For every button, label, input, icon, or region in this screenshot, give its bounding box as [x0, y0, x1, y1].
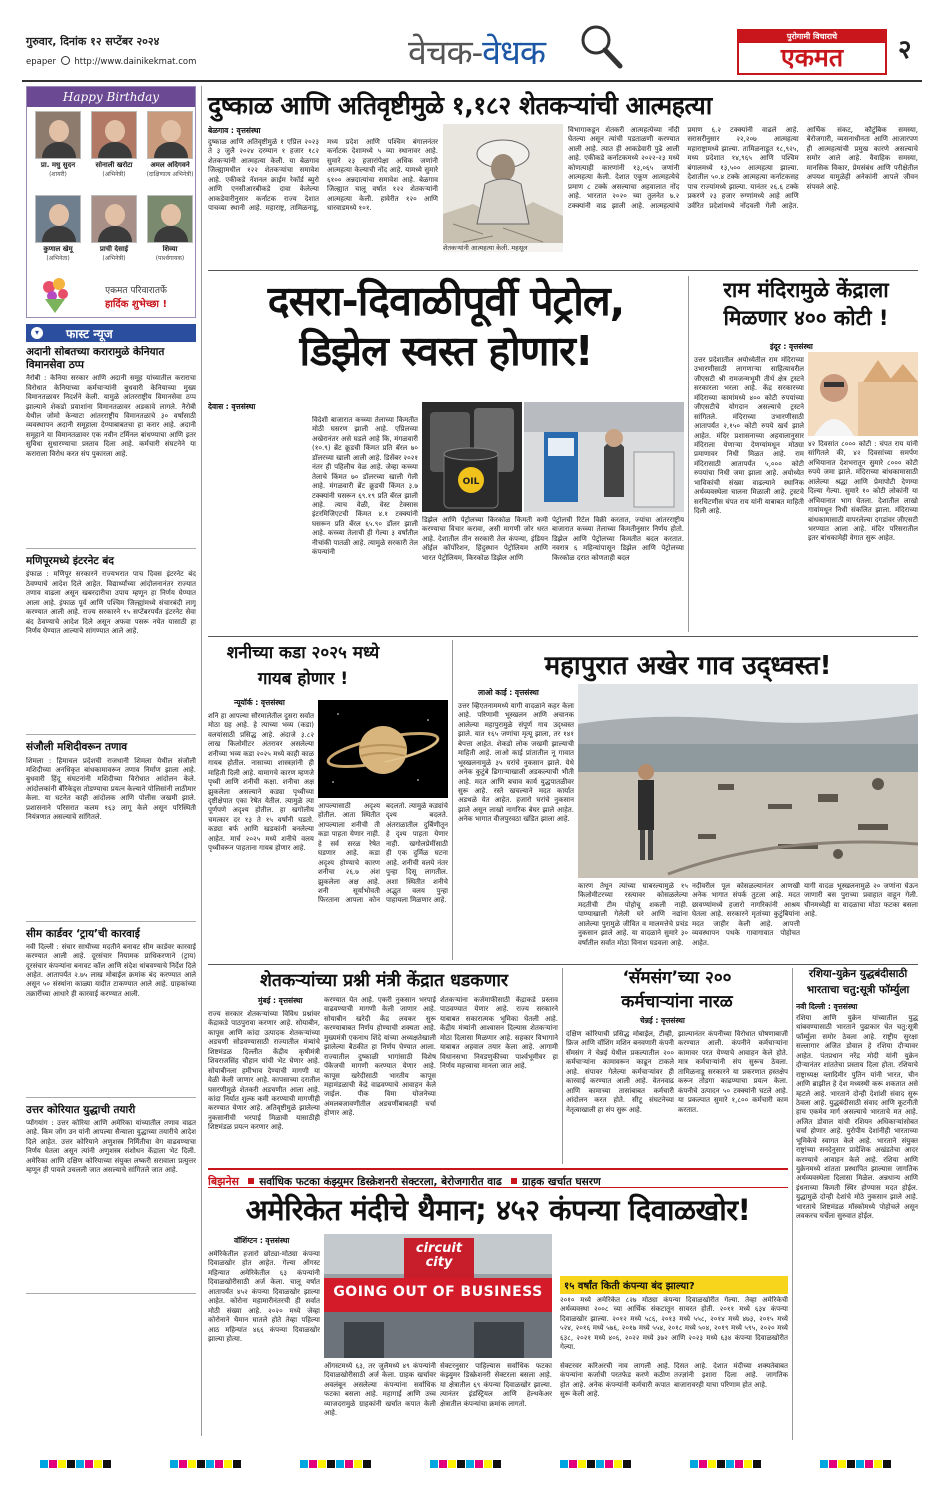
birthday-role: (शायरी): [49, 171, 67, 178]
print-swatch: [605, 1460, 613, 1468]
print-swatch: [466, 1460, 474, 1468]
ram-dateline: इंदूर : वृत्तसंस्था: [770, 342, 813, 351]
saturn-photo: [318, 700, 448, 798]
fast-news-body: शिमला : हिमाचल प्रदेशची राजधानी शिमला येथील संजौली मशिदीच्या अनधिकृत बांधकामावरून तणाव निर्माण झाला आहे. बुधवारी हिंदू संघटनांनी मशिदीच्या विरोधात आंदोलन केले. आंदोलकांनी बॅरिकेड्स तोडण्याचा प्रयत्न केल्याने पोलिसांनी लाठीमार केला. या घटनेत काही आंदोलक आणि पोलीस जखमी झाले. प्रशासनाने परिसरात कलम १६३ लागू केले असून परिस्थिती नियंत्रणात असल्याचे सांगितले.: [26, 756, 196, 822]
russia-headline: [796, 966, 920, 998]
petrol-col-c-text: पेट्रोलची रिटेल विक्री करतात, ज्यांचा आंतरराष्ट्रीय बाजारात कच्च्या तेलाच्या किमतीनुसार निर्णय होतो. डिझेल आणि पेट्रोलच्या किमतीत बदल करतात. नवरात्र ६ महिन्यांपासून डिझेल आणि पेट्रोलच्या किरकोळ दरात कोणताही बदल: [552, 516, 684, 562]
minister-headline: शेतकऱ्यांच्या प्रश्नी मंत्री केंद्रात धडकणार: [259, 971, 509, 991]
fast-news-header: [26, 324, 196, 342]
ticker-separator-icon: [248, 1178, 254, 1184]
russia-text: रशिया आणि युक्रेन यांच्यातील युद्ध थांबवण्यासाठी भारताने पुढाकार घेत चतु:सूत्री फॉर्म्युला समोर ठेवला आहे. राष्ट्रीय सुरक्षा सल्लागार अजित डोवाल हे रशिया दौऱ्यावर आहेत. पंतप्रधान नरेंद्र मोदी यांनी युक्रेन दौऱ्यानंतर शांततेचा प्रस्ताव दिला होता. रशियाचे राष्ट्राध्यक्ष व्लादिमीर पुतिन यांनी भारत, चीन आणि ब्राझील हे देश मध्यस्थी करू शकतात असे म्हटले आहे. भारताने दोन्ही देशांशी संवाद सुरू ठेवला आहे. युद्धबंदीसाठी संवाद आणि कूटनीती हाच एकमेव मार्ग असल्याचे भारताचे मत आहे. अजित डोवाल यांची रशियन अधिकाऱ्यांसोबत चर्चा होणार आहे. युरोपीय देशांनीही भारताच्या भूमिकेचे स्वागत केले आहे. भारताने संयुक्त राष्ट्रांच्या सनदेनुसार प्रादेशिक अखंडतेचा आदर करण्याचे आवाहन केले आहे. रशिया आणि युक्रेनमध्ये शांतता प्रस्थापित झाल्यास जागतिक अर्थव्यवस्थेला दिलासा मिळेल. अन्नधान्य आणि इंधनाच्या किमती स्थिर होण्यास मदत होईल. युद्धामुळे दोन्ही देशांचे मोठे नुकसान झाले आहे. भारताचे शिष्टमंडळ मॉस्कोमध्ये पोहोचले असून लवकरच चर्चेला सुरुवात होईल.: [796, 1014, 918, 1221]
print-swatch: [170, 1460, 178, 1468]
fast-news-headline: अदानी सोबतच्या करारामुळे केनियात विमानसेवा ठप्प: [26, 346, 165, 372]
business-ticker: [208, 1168, 788, 1188]
saturn-headline: [208, 640, 398, 692]
saturn-left-body: [208, 712, 314, 960]
print-swatch: [67, 1460, 75, 1468]
birthday-role: (पार्श्वगायक): [155, 255, 185, 262]
print-swatch: [94, 1460, 102, 1468]
birthday-photo: [91, 195, 137, 243]
flood-left-body: [458, 702, 574, 878]
print-swatch: [49, 1460, 57, 1468]
epaper-link[interactable]: [26, 56, 196, 67]
birthday-person: [143, 111, 196, 178]
fast-news-item: [26, 555, 196, 735]
print-swatch: [856, 1460, 864, 1468]
flood-col-c: [692, 882, 800, 960]
suicide-right-text: विभागाकडून शेतकरी आत्महत्येच्या नोंदी घेतल्या असून त्यांची पडताळणी करण्यात आली आहे. त्यात ही आकडेवारी पुढे आली आहे. एकीकडे कर्नाटकमध्ये २०२२-२३ मध्ये कोणत्याही कारणांनी १३,०६५ जणांनी आत्महत्या केली. देशात एकूण आत्महत्येचे प्रमाण ८ टक्के असल्याचा अहवालात नोंद आहे. भारतात २०२० च्या तुलनेत ७.२ टक्क्यांनी वाढ झाली आहे. आत्महत्यांचे प्रमाण ६.२ टक्क्यांनी वाढले आहे. सरासरीनुसार २२,२०७ आत्महत्या महाराष्ट्रामध्ये झाल्या. तामिळनाडूत १८,९२५, मध्य प्रदेशात १४,९६५ आणि पश्चिम बंगालमध्ये १३,५०० आत्महत्या झाल्या. देशातील ५०.४ टक्के आत्महत्या कर्नाटकसह पाच राज्यांमध्ये झाल्या. यानंतर २६.६ टक्के प्रकरणे २३ हजार रुग्णांमध्ये आहे आणि उर्वरित प्रदेशांमध्ये नोंदवली गेली आहेत. आर्थिक संकट, कौटुंबिक समस्या, बेरोजगारी, व्यसनाधीनता आणि आजारपण ही आत्महत्यांची प्रमुख कारणे असल्याचे समोर आले आहे. वैवाहिक समस्या, मानसिक विकार, प्रेमसंबंध आणि परीक्षेतील अपयश यामुळेही अनेकांनी आपले जीवन संपवले आहे.: [568, 126, 918, 210]
minister-col-a: [208, 1010, 320, 1164]
print-swatch: [188, 1460, 196, 1468]
birthday-photo: [147, 195, 193, 243]
suicide-dateline: बेळगाव : वृत्तसंस्था: [208, 126, 261, 135]
business-col-a: [208, 1250, 320, 1436]
fast-news-icon: ▾: [31, 327, 43, 339]
print-swatch: [484, 1460, 492, 1468]
print-swatch: [744, 1460, 752, 1468]
ram-temple-photo: [808, 352, 918, 436]
fast-news-item: [26, 741, 196, 921]
birthday-role: (अभिनेत्री): [102, 171, 126, 178]
ram-left-body: [694, 356, 804, 632]
fast-news-item: [26, 928, 196, 1098]
print-swatch: [430, 1460, 438, 1468]
russia-headline-1: रशिया-युक्रेन युद्धबंदीसाठी: [808, 968, 908, 980]
ram-headline-2: मिळणार ४०० कोटी !: [723, 306, 889, 330]
print-swatch: [623, 1460, 631, 1468]
fast-news-item: [26, 1104, 196, 1294]
birthday-wishes: [79, 283, 193, 310]
suicide-right-body: [568, 126, 918, 266]
globe-icon: [61, 56, 70, 65]
fast-news-headline: उत्तर कोरियात युद्धाची तयारी: [26, 1103, 136, 1116]
print-swatch: [829, 1460, 837, 1468]
business-col-e-text: सेक्टरवर करिअरची नाव लागली आहे. कंपन्यांना कर्जाची परतफेड करणे कठीण होत आहे. अनेक कंपन्यांनी कर्मचारी कपात सुरू केली आहे.: [560, 1362, 670, 1399]
section-title-b: वेधक: [482, 33, 546, 73]
petrol-col-c: [552, 516, 684, 634]
print-swatch: [457, 1460, 465, 1468]
saturn-right-text: आपल्यासाठी अदृश्य होतील. आता स्थितीत आपल्याला शनीची ती कडा पाहता येणार नाही. हे सर्व सरळ रेषेत घडणार आहे. कडा अदृश्य होण्याचे कारण शनीचा २६.७ अंश झुकलेला अक्ष आहे. शनी सूर्याभोवती फिरताना आपला कोन बदलतो. त्यामुळे कड्यांचे दृश्य बदलते. अंतराळातील दुर्बिणीतून हे दृश्य पाहता येणार नाही. खगोलप्रेमींसाठी ही एक दुर्मिळ घटना आहे. शनीची वलये नंतर पुन्हा दिसू लागतील. अशा स्थितीत शनीचे अद्भुत वलय पुन्हा पाहायला मिळणार आहे.: [318, 802, 448, 905]
print-swatch: [699, 1460, 707, 1468]
flood-headline: महापुरात अखेर गाव उद्‌ध्वस्त!: [544, 651, 832, 681]
petrol-headline-1: दसरा-दिवाळीपूर्वी पेट्रोल,: [267, 277, 625, 325]
epaper-label: epaper: [26, 57, 56, 67]
birthday-person: [31, 111, 85, 178]
flood-dateline: लाओ काई : वृत्तसंस्था: [478, 688, 539, 697]
russia-headline-2: भारताचा चतु:सूत्री फॉर्म्युला: [806, 984, 910, 996]
print-swatch: [76, 1460, 84, 1468]
print-swatch: [753, 1460, 761, 1468]
petrol-col-b: [422, 516, 548, 634]
print-swatch: [327, 1460, 335, 1468]
fast-news-title: फास्ट न्यूज: [66, 327, 113, 341]
fast-news-item: [26, 346, 196, 549]
birthday-name: शिव्या: [162, 245, 178, 253]
fast-news-list: [26, 346, 196, 1436]
birthday-person: [31, 195, 85, 262]
print-swatch: [726, 1460, 734, 1468]
ram-right-body: [808, 440, 918, 632]
print-swatch: [820, 1460, 828, 1468]
samsung-headline: [566, 966, 788, 1014]
print-swatch: [318, 1460, 326, 1468]
print-swatch: [690, 1460, 698, 1468]
ram-left-text: उत्तर प्रदेशातील अयोध्येतील राम मंदिराच्या उभारणीसाठी लागणाऱ्या साहित्यावरील जीएसटी श्री रामजन्मभूमी तीर्थ क्षेत्र ट्रस्टने सरकारला भरला आहे. केंद्र सरकारच्या मंदिराच्या कामांमध्ये ४०० कोटी रुपयांच्या जीएसटीचे योगदान असल्याचे ट्रस्टने सांगितले. मंदिराच्या उभारणीसाठी आतापर्यंत २,१५० कोटी रुपये खर्च झाले आहेत. मंदिर प्रशासनाच्या अहवालानुसार मंदिराला येणाऱ्या देणग्यांमधून मोठ्या प्रमाणावर निधी मिळत आहे. राम मंदिरासाठी आतापर्यंत ५,००० कोटी रुपयांचा निधी जमा झाला आहे. अयोध्येत भाविकांची संख्या वाढल्याने स्थानिक अर्थव्यवस्थेला चालना मिळाली आहे. ट्रस्टचे सरचिटणीस चंपत राय यांनी याबाबत माहिती दिली आहे.: [694, 356, 804, 515]
birthday-person: [87, 195, 141, 262]
print-swatch: [439, 1460, 447, 1468]
samsung-col-b-text: झाल्यानंतर कंपनीच्या विरोधात घोषणाबाजी करण्यात आली. कंपनीने कर्मचाऱ्यांना कामावर परत येण्याचे आवाहन केले होते. मात्र कर्मचाऱ्यांनी संप सुरूच ठेवला. तामिळनाडू सरकारने या प्रकरणात हस्तक्षेप करून तोडगा काढण्याचा प्रयत्न केला. कंपनीचे उत्पादन ५० टक्क्यांनी घटले आहे. या प्रकल्पात सुमारे १,८०० कर्मचारी काम करतात.: [678, 1030, 788, 1114]
petrol-right-text-wrap: [552, 404, 553, 405]
birthday-name: प्राची देसाई: [99, 245, 129, 253]
suicide-left-body: [208, 126, 438, 276]
birthday-photo: [35, 111, 81, 159]
flood-col-d-text: यागी वादळ भूस्खलनामुळे २० जणांना घेऊन जाणारी बस पुराच्या प्रवाहात वाहून गेली. चीनमध्येही या वादळाचा मोठा फटका बसला आहे.: [804, 882, 918, 919]
russia-dateline: नवी दिल्ली : वृत्तसंस्था: [796, 1002, 858, 1011]
suicide-left-text: दुष्काळ आणि अतिवृष्टीमुळे १ एप्रिल २०२३ ते ३ जुलै २०२४ दरम्यान १ हजार १८२ शेतकऱ्यांनी आत्महत्या केली. या बेळगाव जिल्ह्यामधील १२२ शेतकऱ्यांचा समावेश आहे. एकीकडे नॅशनल क्राईम रेकॉर्ड ब्युरो आणि एनसीआरबीकडे दावा केलेल्या आकडेवारीनुसार कर्नाटक राज्य देशात पाचव्या स्थानी आहे. महाराष्ट्र, तामिळनाडू, मध्य प्रदेश आणि पश्चिम बंगालनंतर कर्नाटक देशामध्ये ५ व्या स्थानावर आहे. सुमारे २३ हजारांपेक्षा अधिक जणांनी आत्महत्या केल्याची नोंद आहे. यामध्ये सुमारे ६१०० अन्नदात्यांचा समावेश आहे. बेळगाव जिल्ह्यात चालू वर्षात १२२ शेतकऱ्यांनी आत्महत्या केली. हावेरीत १२० आणि धारवाडमध्ये १०१.: [208, 138, 438, 213]
print-swatch: [40, 1460, 48, 1468]
samsung-col-a-text: दक्षिण कोरियाची प्रसिद्ध मोबाईल, टीव्ही, फ्रिज आणि वॉशिंग मशिन बनवणारी कंपनी सॅमसंग ने चेन्नई येथील प्रकल्पातील २०० कर्मचाऱ्यांना कामावरून काढून टाकले आहे. संपावर गेलेल्या कर्मचाऱ्यांवर ही कारवाई करण्यात आली आहे. वेतनवाढ आणि कामाच्या तासांबाबत कर्मचारी आंदोलन करत होते. सीटू संघटनेच्या नेतृत्वाखाली हा संप सुरू आहे.: [566, 1030, 674, 1114]
petrol-col-a-text-wrap: [312, 416, 418, 636]
business-ticker-text: सर्वाधिक फटका कंझ्युमर डिस्क्रेशनरी सेक्टरला, बेरोजगारीत वाढ: [259, 1176, 502, 1188]
flood-col-c-text: नदीवरील पूल कोसळल्यानंतर आणखी अनेक भागात संपर्क तुटला आहे. मदत छावण्यांमध्ये हजारो नागरिकांनी आश्रय घेतला आहे. सरकारने मृतांच्या कुटुंबियांना मदत जाहीर केली आहे. आपत्ती व्यवस्थापन पथके गावागावात पोहोचत आहेत.: [692, 882, 800, 947]
fast-news-body: इंफाळ : मणिपूर सरकारने राज्यभरात पाच दिवस इंटरनेट बंद ठेवण्याचे आदेश दिले आहेत. विद्यार्थ्यांच्या आंदोलनानंतर राज्यात तणाव वाढला असून खबरदारीचा उपाय म्हणून हा निर्णय घेण्यात आला आहे. इंफाळ पूर्व आणि पश्चिम जिल्ह्यांमध्ये संचारबंदी लागू करण्यात आली आहे. राज्य सरकारने १५ सप्टेंबरपर्यंत इंटरनेट सेवा बंद ठेवण्याचे आदेश दिले असून अफवा पसरू नयेत यासाठी हा निर्णय घेण्यात आल्याचे सांगण्यात आले आहे.: [26, 570, 196, 635]
minister-col-b-text: करण्यात येत आहे. एकरी नुकसान भरपाई वाढवण्याची मागणी केली जाणार आहे. सोयाबीन खरेदी केंद्र लवकर सुरू करण्याबाबत निर्णय होण्याची शक्यता आहे. मुख्यमंत्री एकनाथ शिंदे यांच्या अध्यक्षतेखाली झालेल्या बैठकीत हा निर्णय घेण्यात आला. राज्यातील दुष्काळी भागांसाठी विशेष पॅकेजची मागणी करण्यात येणार आहे. कापूस खरेदीसाठी भारतीय कापूस महामंडळाची केंद्रे वाढवण्याचे आवाहन केले जाईल. पीक विमा योजनेच्या अंमलबजावणीतील अडचणींबाबतही चर्चा होणार आहे.: [324, 996, 436, 1118]
magnifier-icon: [578, 22, 624, 70]
flood-left-text: उत्तर व्हिएतनाममध्ये यागी वादळाने कहर केला आहे. परिणामी भूस्खलन आणि अचानक आलेल्या महापुरामुळे संपूर्ण गाव उद्ध्वस्त झाले. यात १६५ जणांचा मृत्यू झाला, तर १४१ बेपत्ता आहेत. शेकडो लोक जखमी झाल्याची माहिती आहे. लाओ काई प्रांतातील नू गावात भूस्खलनामुळे ३५ घरांचे नुकसान झाले. येथे अनेक कुटुंबे ढिगाऱ्याखाली अडकल्याची भीती आहे. मदत आणि बचाव कार्य युद्धपातळीवर सुरू आहे. रस्ते खचल्याने मदत कार्यात अडथळे येत आहेत. हजारो घरांचे नुकसान झाले असून लाखो नागरिक बेघर झाले आहेत. अनेक भागात वीजपुरवठा खंडित झाला आहे.: [458, 702, 574, 824]
business-col-b: [324, 1362, 436, 1436]
petrol-headline-2: डिझेल स्वस्त होणार!: [299, 327, 593, 375]
samsung-dateline: चेन्नई : वृत्तसंस्था: [640, 1016, 685, 1025]
saturn-headline-2: गायब होणार !: [257, 669, 349, 689]
print-swatch: [569, 1460, 577, 1468]
print-swatch: [85, 1460, 93, 1468]
print-swatch: [614, 1460, 622, 1468]
flood-photo: [578, 684, 918, 878]
business-ticker-tail: ग्राहक खर्चात घसरण: [521, 1176, 601, 1188]
business-dateline: वॉशिंग्टन : वृत्तसंस्था: [234, 1236, 290, 1245]
print-swatch: [224, 1460, 232, 1468]
business-ticker-label: बिझनेस: [208, 1173, 243, 1188]
store-sign: circuit city: [415, 1241, 463, 1270]
russia-body: [796, 1002, 918, 1436]
business-col-f-text: दिसत आहे. देशात मंदीच्या शक्यतेबाबत तज्ज्ञांनी इशारा दिला आहे. जागतिक बाजारावरही याचा परिणाम होत आहे.: [674, 1362, 788, 1389]
ticker-separator-icon-2: [511, 1178, 517, 1184]
petrol-col-a-text: विदेशी बाजारात कच्च्या तेलाच्या किमतीत मोठी घसरण झाली आहे. एप्रिलच्या अखेरानंतर असे घडले आहे कि, मंगळवारी (१०.९) ब्रेंट क्रूडची किंमत प्रति बॅरल ७० डॉलरच्या खाली आली आहे. डिसेंबर २०२१ नंतर ही पहिलीच वेळ आहे. जेव्हा कच्च्या तेलाचे किंमत ७० डॉलरच्या खाली गेली आहे. मंगळवारी ब्रेंट क्रूडची किंमत ३.७ टक्क्यांनी घसरून ६९.१९ प्रति बॅरल झाली आहे. त्याच वेळी, वेस्ट टेक्सास इंटरमिजिएटची किंमत ४.१ टक्क्यांनी घसरून प्रति बॅरल ६५.९० डॉलर झाली आहे. कच्च्या तेलाची ही गेल्या ३ वर्षांतील नीचांकी पातळी आहे. त्यामुळे सरकारी तेल कंपन्यांनी: [312, 416, 418, 557]
birthday-name: प्रा. मधु सुदन: [40, 161, 76, 169]
print-swatch: [215, 1460, 223, 1468]
petrol-col-a: [208, 402, 314, 582]
wish-line-2: हार्दिक शुभेच्छा !: [104, 299, 168, 310]
petrol-headline: [208, 276, 684, 376]
minister-col-c: [440, 996, 558, 1164]
ram-right-text: ४२ दिवसांत ८००० कोटी : चंपत राय यांनी सांगितले की, ४२ दिवसांच्या समर्पण अभियानात देशभरातून सुमारे ८००० कोटी रुपये जमा झाले. मंदिराच्या बांधकामासाठी आलेल्या श्रद्धा आणि प्रेमापोटी देणग्या दिल्या गेल्या. सुमारे १० कोटी लोकांनी या अभियानात भाग घेतला. देशातील लाखो गावांमधून निधी संकलित झाला. मंदिराच्या बांधकामासाठी वापरलेल्या दगडांवर जीएसटी भरण्यात आला आहे. मंदिर परिसरातील इतर बांधकामेही वेगात सुरू आहेत.: [808, 440, 918, 543]
print-swatch: [354, 1460, 362, 1468]
print-swatch: [735, 1460, 743, 1468]
section-title: [408, 28, 545, 74]
years-text: २०१० मध्ये अमेरिकेत ८२७ मोठ्या कंपन्या दिवाळखोरीत गेल्या. तेव्हा अमेरिकेची अर्थव्यवस्था २००८ च्या आर्थिक संकटातून सावरत होती. २०११ मध्ये ६३४ कंपन्या दिवाळखोर झाल्या. २०१२ मध्ये ५८६, २०१३ मध्ये ५५८, २०१४ मध्ये ४७३, २०१५ मध्ये ५२४, २०१६ मध्ये ५७६, २०१७ मध्ये ५५४, २०१८ मध्ये ५०४, २०१९ मध्ये ५९५, २०२० मध्ये ६३८, २०२१ मध्ये ४०६, २०२२ मध्ये ३७२ आणि २०२३ मध्ये ६३४ कंपन्या दिवाळखोरीत गेल्या.: [560, 1296, 788, 1352]
bouquet-icon: [35, 275, 75, 315]
samsung-headline-2: कर्मचाऱ्यांना नारळ: [621, 992, 733, 1012]
minister-col-b: [324, 996, 436, 1164]
print-swatch: [587, 1460, 595, 1468]
print-swatch: [493, 1460, 501, 1468]
print-swatch: [179, 1460, 187, 1468]
flood-col-d: [804, 882, 918, 960]
samsung-headline-1: ‘सॅमसंग’च्या २००: [622, 968, 732, 988]
print-swatch: [58, 1460, 66, 1468]
samsung-col-b: [678, 1030, 788, 1164]
years-title: १५ वर्षांत किती कंपन्या बंद झाल्या?: [560, 1276, 788, 1294]
print-swatch: [475, 1460, 483, 1468]
fast-news-body: नैरोबी : केनिया सरकार आणि अदानी समूह यांच्यातील कराराचा विरोधात केनियाच्या कर्मचाऱ्यांनी बुधवारी केनियाच्या मुख्य विमानतळावर निदर्शने केली. यामुळे आंतरराष्ट्रीय विमानसेवा ठप्प झाल्याने शेकडो प्रवाशांना विमानतळावर अडकावे लागले. नैरोबी येथील जोमो केन्याटा आंतरराष्ट्रीय विमानतळाचे ३० वर्षांसाठी व्यवस्थापन अदानी समूहाला देण्याबाबतचा हा करार आहे. अदानी समूहाने या विमानतळावर एक नवीन टर्मिनल बांधण्याचा आणि इतर सुविधा सुधारण्याचा प्रस्ताव दिला आहे. कर्मचारी संघटनेने या कराराला विरोध करत संप पुकारला आहे.: [26, 374, 196, 458]
print-swatch: [233, 1460, 241, 1468]
print-swatch: [448, 1460, 456, 1468]
birthday-photo: [147, 111, 193, 159]
business-col-b-text: ऑगस्टमध्ये ६३, तर जुलैमध्ये ४९ कंपन्यांनी दिवाळखोरीसाठी अर्ज केला. ग्राहक खर्चावर अवलंबून असलेल्या कंपन्यांना सर्वाधिक फटका बसला आहे. महागाई आणि उच्च व्याजदरामुळे ग्राहकांनी खर्चात कपात केली आहे.: [324, 1362, 436, 1418]
print-swatch: [206, 1460, 214, 1468]
print-swatch: [717, 1460, 725, 1468]
business-col-c: [440, 1362, 552, 1436]
saturn-right-body: [318, 802, 448, 960]
saturn-headline-1: शनीच्या कडा २०२५ मध्ये: [226, 643, 380, 663]
birthday-title: Happy Birthday: [27, 87, 195, 107]
print-swatch: [197, 1460, 205, 1468]
birthday-role: (दाक्षिणात्य अभिनेत्री): [146, 171, 194, 178]
birthday-role: (अभिनेत्री): [102, 255, 126, 262]
page-number: २: [898, 35, 912, 65]
saturn-dateline: न्यूयॉर्क : वृत्तसंस्था: [234, 698, 285, 707]
masthead: [0, 0, 945, 80]
print-swatch: [309, 1460, 317, 1468]
petrol-col-b-text: डिझेल आणि पेट्रोलच्या किरकोळ किमती कमी करण्याचा विचार करावा, असी मागणी जोर धरत आहे. देशातील तीन सरकारी तेल कंपन्या, इंडियन ऑईल कॉर्पोरेशन, हिंदुस्थान पेट्रोलियम आणि भारत पेट्रोलियम, किरकोळ डिझेल आणि: [422, 516, 548, 562]
store-banner: GOING OUT OF BUSINESS: [333, 1284, 543, 1300]
print-swatch: [596, 1460, 604, 1468]
samsung-col-a: [566, 1030, 674, 1164]
print-swatch: [883, 1460, 891, 1468]
birthday-name: अमल अदिगवने: [150, 161, 190, 169]
wish-line-1: एकमत परिवारातर्फे: [105, 286, 167, 296]
date-line: गुरुवार, दिनांक १२ सप्टेंबर २०२४: [26, 35, 160, 48]
print-swatch: [838, 1460, 846, 1468]
ram-headline: [694, 276, 918, 332]
fast-news-headline: मणिपूरमध्ये इंटरनेट बंद: [26, 555, 114, 568]
svg-text:OIL: OIL: [462, 477, 480, 487]
brand-box: [737, 29, 887, 75]
site-url: http://www.dainikekmat.com: [74, 57, 197, 67]
print-swatch: [103, 1460, 111, 1468]
business-headline: अमेरिकेत मंदीचे थैमान; ४५२ कंपन्या दिवाळखोर!: [245, 1193, 751, 1227]
print-swatch: [847, 1460, 855, 1468]
petrol-col-d: [552, 404, 684, 512]
print-swatch: [336, 1460, 344, 1468]
farmer-photo: [443, 124, 563, 252]
farmer-photo-caption: शेतकऱ्यांनी आत्महत्या केली. महसूल: [443, 243, 563, 252]
brand-name: एकमत: [780, 43, 844, 72]
print-color-bar: [0, 1450, 945, 1490]
years-box: [560, 1276, 788, 1358]
print-swatch: [363, 1460, 371, 1468]
circuit-city-photo: [324, 1234, 552, 1358]
flood-col-b-text: कारण तेथून त्यांच्या घाबरल्यामुळे १५ किलोमीटरच्या रस्त्यावर कोसळलेल्या मदतीची टीम पोहोचू शकली नाही. पाण्याखाली गेलेली घरे आणि नद्यांना आलेल्या पुरामुळे जीवित व मालमत्तेचे प्रचंड नुकसान झाले आहे. या वादळाने सुमारे ३० वर्षांतील सर्वात मोठा विनाश घडवला आहे.: [578, 882, 688, 947]
print-swatch: [578, 1460, 586, 1468]
print-swatch: [560, 1460, 568, 1468]
petrol-dateline: देवास : वृत्तसंस्था: [208, 402, 256, 411]
fast-news-headline: सीम कार्डवर ‘ट्राय’ची कारवाई: [26, 927, 140, 940]
print-swatch: [874, 1460, 882, 1468]
birthday-person: [87, 111, 141, 178]
minister-col-a-text: राज्य सरकार शेतकऱ्यांच्या विविध प्रश्नांवर केंद्राकडे पाठपुरावा करणार आहे. सोयाबीन, कापूस आणि कांदा उत्पादक शेतकऱ्यांच्या अडचणी सोडवण्यासाठी राज्यातील मंत्र्यांचे शिष्टमंडळ दिल्लीत केंद्रीय कृषीमंत्री शिवराजसिंह चौहान यांची भेट घेणार आहे. सोयाबीनला हमीभाव देण्याची मागणी या वेळी केली जाणार आहे. कापसाच्या दरातील घसरणीमुळे शेतकरी अडचणीत आला आहे. कांदा निर्यात शुल्क कमी करण्याची मागणीही करण्यात येणार आहे. अतिवृष्टीमुळे झालेल्या नुकसानीची भरपाई मिळावी यासाठीही शिष्टमंडळ प्रयत्न करणार आहे.: [208, 1010, 320, 1132]
section-title-a: वेचक-: [408, 33, 483, 73]
business-col-c-text: सेक्टरनुसार पाहिल्यास सर्वाधिक फटका कंझ्युमर डिस्क्रेशनरी सेक्टरला बसला आहे. या क्षेत्रातील ६९ कंपन्या दिवाळखोर झाल्या. त्यानंतर इंडस्ट्रियल आणि हेल्थकेअर क्षेत्रातील कंपन्यांचा क्रमांक लागतो.: [440, 1362, 552, 1408]
birthday-box: [26, 86, 196, 318]
fast-news-body: प्योंगयांग : उत्तर कोरिया आणि अमेरिका यांच्यातील तणाव वाढत आहे. किम जोंग उन यांनी आपल्या सैन्याला युद्धाच्या तयारीचे आदेश दिले आहेत. उत्तर कोरियाने अणुशस्त्र निर्मितीचा वेग वाढवण्याचा निर्णय घेतला असून त्यांनी अणुशस्त्र संशोधन केंद्राला भेट दिली. अमेरिका आणि दक्षिण कोरियाच्या संयुक्त लष्करी सरावाला प्रत्युत्तर म्हणून ही पावले उचलली जात असल्याचे सांगितले जात आहे.: [26, 1118, 196, 1174]
birthday-person: [143, 195, 196, 262]
birthday-photo: [91, 111, 137, 159]
fast-news-body: नवी दिल्ली : संचार साथीच्या मदतीने बनावट सीम कार्डवर कारवाई करण्यात आली आहे. दूरसंचार नियामक प्राधिकरणाने (ट्राय) दूरसंचार कंपन्यांना बनावट कॉल आणि संदेश थांबवण्याचे निर्देश दिले आहेत. आतापर्यंत २.७५ लाख मोबाईल क्रमांक बंद करण्यात आले असून ५० संस्थांना काळ्या यादीत टाकण्यात आले आहे. ग्राहकांच्या तक्रारींच्या आधारे ही कारवाई करण्यात आली.: [26, 942, 196, 998]
print-swatch: [345, 1460, 353, 1468]
flood-col-b: [578, 882, 688, 960]
suicide-headline: दुष्काळ आणि अतिवृष्टीमुळे १,१८२ शेतकऱ्यांची आत्महत्या: [208, 91, 712, 120]
ram-headline-1: राम मंदिरामुळे केंद्राला: [723, 278, 889, 302]
saturn-left-text: शनि हा आपल्या सौरमालेतील दुसरा सर्वात मोठा ग्रह आहे. हे त्याच्या भव्य (कडा) वलयांसाठी प्रसिद्ध आहे. अंदाजे ३.८२ लाख किलोमीटर अंतरावर असलेल्या शनीच्या भव्य कडा २०२५ मध्ये काही काळ गायब होतील. नासाच्या शास्त्रज्ञांनी ही माहिती दिली आहे. यामागचे कारण म्हणजे पृथ्वी आणि शनीची कक्षा. शनीचा अक्ष झुकलेला असल्याने कड्या पृथ्वीच्या दृष्टीक्षेपात एका रेषेत येतील. त्यामुळे त्या पूर्णपणे अदृश्य होतील. हा खगोलीय चमत्कार दर १३ ते १५ वर्षांनी घडतो. कड्या बर्फ आणि खडकांनी बनलेल्या आहेत. मार्च २०२५ मध्ये शनीचे वलय पृथ्वीवरून पाहताना गायब होणार आहे.: [208, 712, 314, 853]
oil-barrels-photo: [422, 402, 522, 512]
print-swatch: [300, 1460, 308, 1468]
business-col-a-text: अमेरिकेतील हजारो छोट्या-मोठ्या कंपन्या दिवाळखोर होत आहेत. गेल्या ऑगस्ट महिन्यात अमेरिकेतील ६३ कंपन्यांनी दिवाळखोरीसाठी अर्ज केला. चालू वर्षात आतापर्यंत ४५२ कंपन्या दिवाळखोर झाल्या आहेत. कोरोना महामारीनंतरची ही सर्वात मोठी संख्या आहे. २०२० मध्ये जेव्हा कोरोनाने थैमान घातले होते तेव्हा पहिल्या आठ महिन्यांत ४६६ कंपन्या दिवाळखोर झाल्या होत्या.: [208, 1250, 320, 1343]
minister-col-c-text: शेतकऱ्यांना कर्जमाफीसाठी केंद्राकडे प्रस्ताव पाठवण्यात येणार आहे. राज्य सरकारने याबाबत सकारात्मक भूमिका घेतली आहे. केंद्रीय मंत्र्यांनी आश्वासन दिल्यास शेतकऱ्यांना मोठा दिलासा मिळणार आहे. सहकार विभागाने याबाबत अहवाल तयार केला आहे. आगामी विधानसभा निवडणुकीच्या पार्श्वभूमीवर हा निर्णय महत्त्वाचा मानला जात आहे.: [440, 996, 558, 1071]
birthday-photo: [35, 195, 81, 243]
birthday-name: सोनाली खरोटा: [95, 161, 133, 169]
business-col-f: [674, 1362, 788, 1436]
print-swatch: [865, 1460, 873, 1468]
business-col-e: [560, 1362, 670, 1436]
birthday-role: (अभिनेता): [46, 255, 70, 262]
birthday-name: कुणाल खेमू: [43, 245, 73, 253]
print-swatch: [708, 1460, 716, 1468]
brand-tagline: पुरोगामी विचाराचे: [739, 31, 885, 43]
minister-dateline: मुंबई : वृत्तसंस्था: [258, 996, 303, 1005]
fast-news-headline: संजौली मशिदीवरून तणाव: [26, 741, 128, 754]
